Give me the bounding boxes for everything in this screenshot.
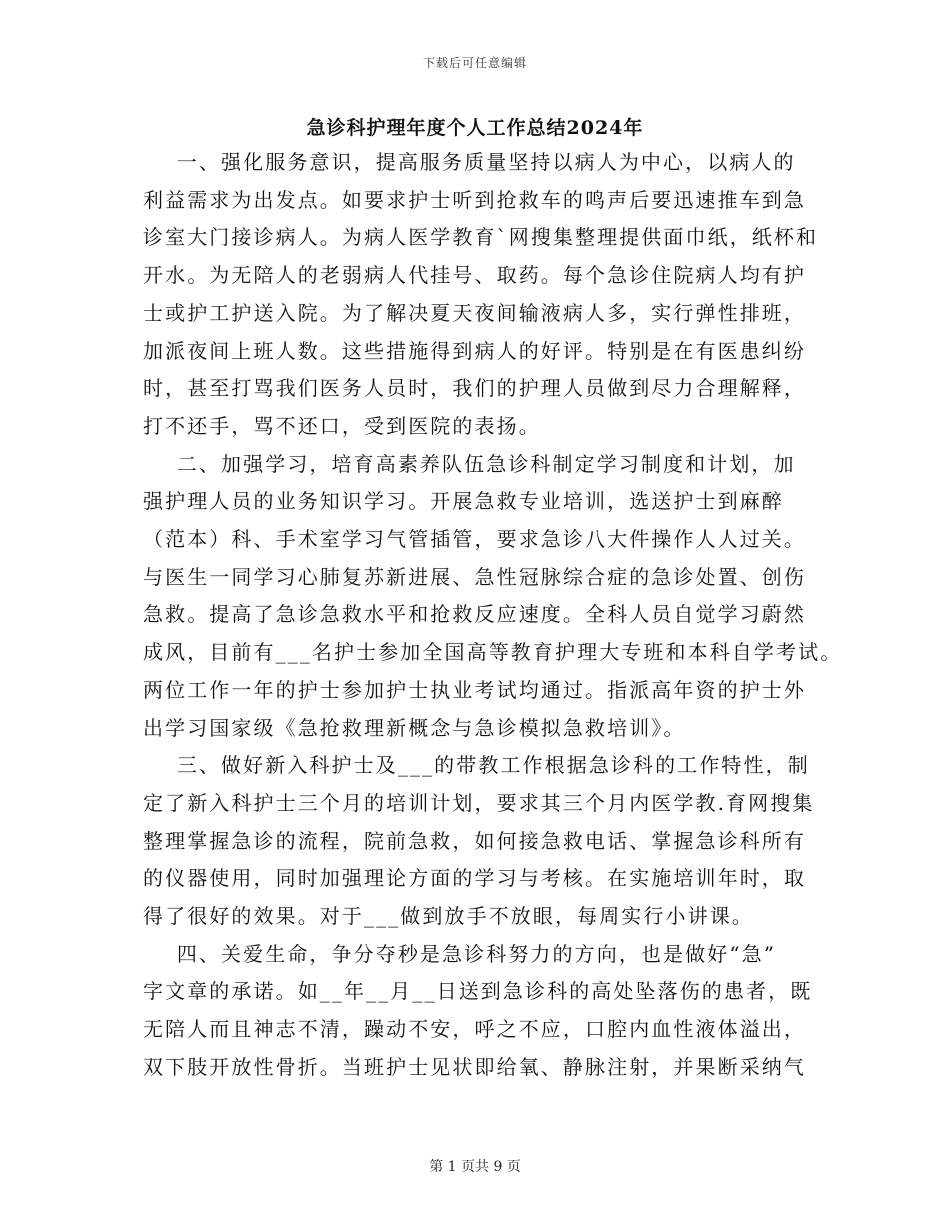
body-text-line: 开水。为无陪人的老弱病人代挂号、取药。每个急诊住院病人均有护 <box>143 263 806 288</box>
body-text-line: （范本）科、手术室学习气管插管，要求急诊八大件操作人人过关。 <box>143 527 806 551</box>
body-text-line: 成风，目前有___名护士参加全国高等教育护理大专班和本科自学考试。 <box>143 640 843 665</box>
body-text-line: 一、强化服务意识，提高服务质量坚持以病人为中心，以病人的 <box>143 150 796 174</box>
body-text-line: 两位工作一年的护士参加护士执业考试均通过。指派高年资的护士外 <box>143 677 806 702</box>
body-text-line: 时，甚至打骂我们医务人员时，我们的护理人员做到尽力合理解释， <box>143 376 806 401</box>
body-text-line: 字文章的承诺。如__年__月__日送到急诊科的高处坠落伤的患者，既 <box>143 979 813 1004</box>
body-text-line: 三、做好新入科护士及___的带教工作根据急诊科的工作特性，制 <box>143 753 810 778</box>
document-title: 急诊科护理年度个人工作总结2024年 <box>306 117 644 139</box>
body-text-line: 打不还手，骂不还口，受到医院的表扬。 <box>143 413 541 438</box>
body-text-line: 出学习国家级《急抢救理新概念与急诊模拟急救培训》。 <box>143 715 686 740</box>
body-text-line: 定了新入科护士三个月的培训计划，要求其三个月内医学教.育网搜集 <box>143 790 815 815</box>
page-number: 第 1 页共 9 页 <box>429 1159 521 1175</box>
body-text-line: 双下肢开放性骨折。当班护士见状即给氧、静脉注射，并果断采纳气 <box>143 1054 806 1079</box>
body-text-line: 强护理人员的业务知识学习。开展急救专业培训，选送护士到麻醉 <box>143 489 784 514</box>
body-text-line: 诊室大门接诊病人。为病人医学教育`网搜集整理提供面巾纸，纸杯和 <box>143 225 819 250</box>
body-text-line: 急救。提高了急诊急救水平和抢救反应速度。全科人员自觉学习蔚然 <box>143 602 806 627</box>
body-text-line: 四、关爱生命，争分夺秒是急诊科努力的方向，也是做好“急” <box>143 941 777 966</box>
body-text-line: 整理掌握急诊的流程，院前急救，如何接急救电话、掌握急诊科所有 <box>143 828 806 853</box>
header-note: 下载后可任意编辑 <box>422 56 527 70</box>
body-text-line: 二、加强学习，培育高素养队伍急诊科制定学习制度和计划，加 <box>143 451 796 476</box>
body-text-line: 无陪人而且神志不清，躁动不安，呼之不应，口腔内血性液体溢出， <box>143 1017 806 1042</box>
body-text-line: 利益需求为出发点。如要求护士听到抢救车的鸣声后要迅速推车到急 <box>143 187 806 212</box>
body-text-line: 的仪器使用，同时加强理论方面的学习与考核。在实施培训年时，取 <box>143 866 806 891</box>
body-text-line: 与医生一同学习心肺复苏新进展、急性冠脉综合症的急诊处置、创伤 <box>143 564 806 589</box>
body-text-line: 加派夜间上班人数。这些措施得到病人的好评。特别是在有医患纠纷 <box>143 338 806 363</box>
body-text-line: 得了很好的效果。对于___做到放手不放眼，每周实行小讲课。 <box>143 904 754 928</box>
body-text-line: 士或护工护送入院。为了解决夏天夜间输液病人多，实行弹性排班， <box>143 300 806 325</box>
